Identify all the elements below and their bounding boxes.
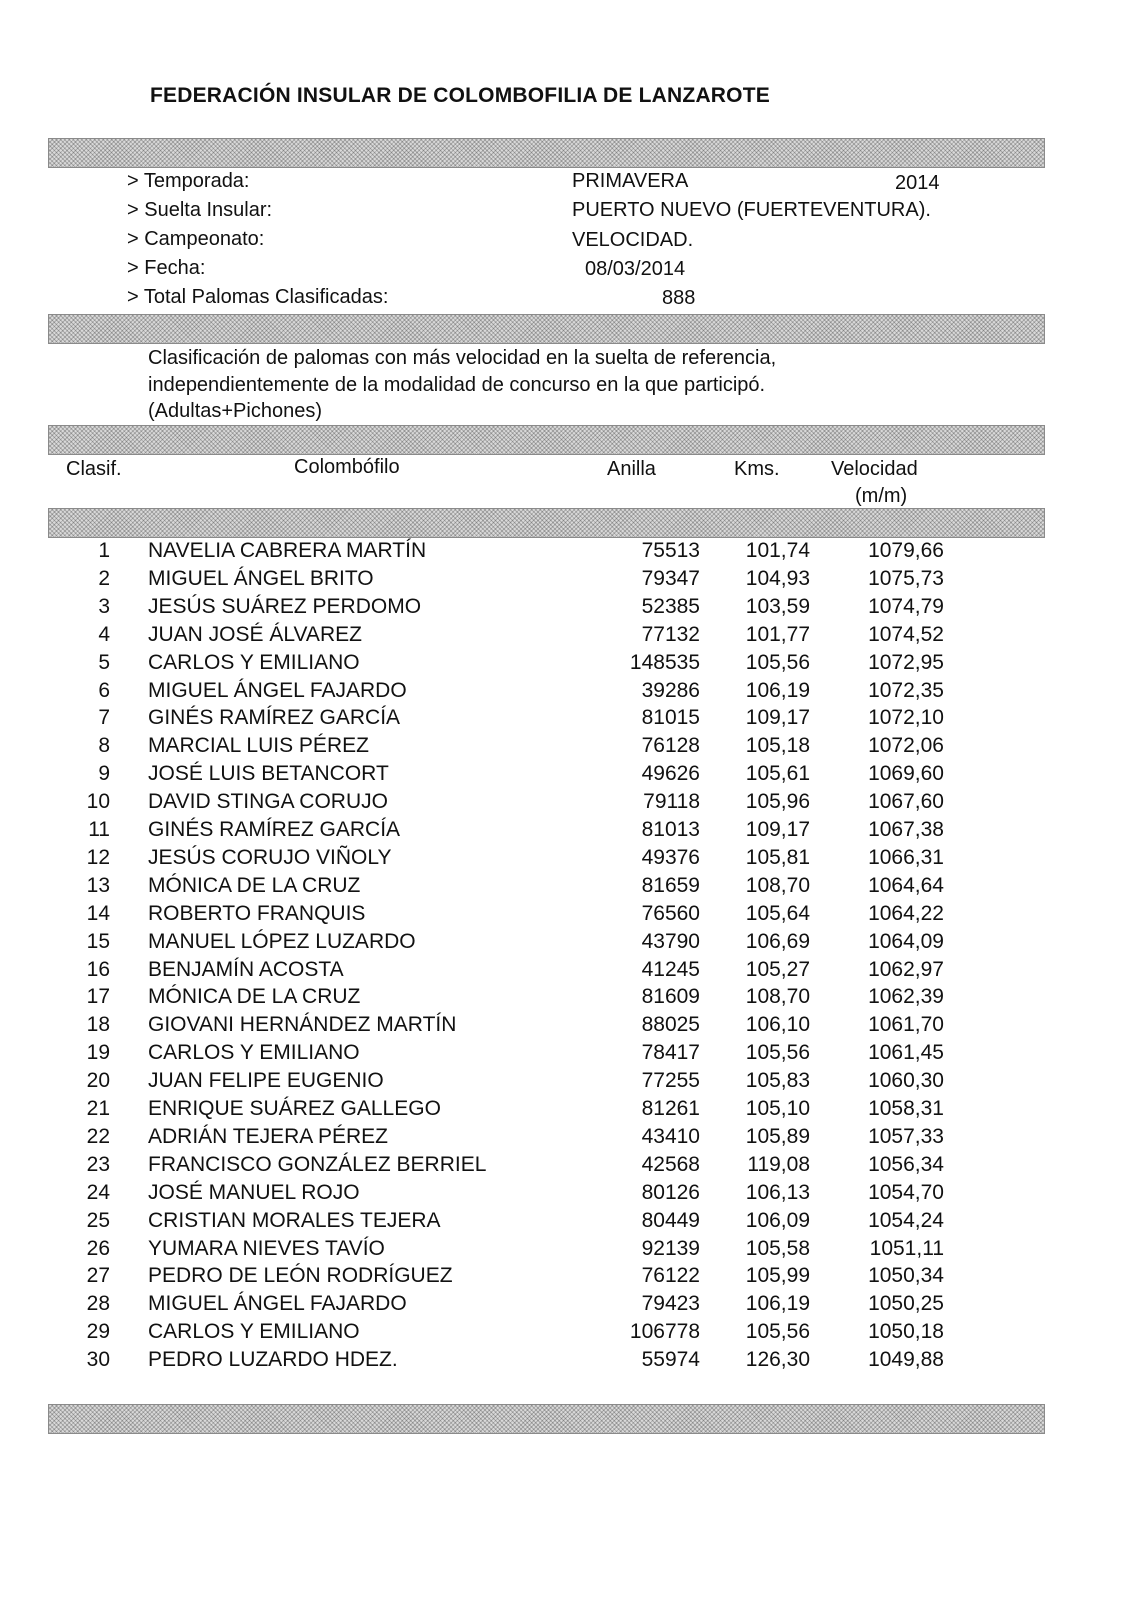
- ring-number-cell: 43410: [641, 1124, 700, 1148]
- distance-km-cell: 126,30: [745, 1348, 810, 1372]
- table-row: [0, 1237, 1131, 1265]
- speed-cell: 1064,22: [868, 901, 944, 925]
- description-line-1: Clasificación de palomas con más velocidad en la suelta de referencia,: [148, 347, 777, 369]
- speed-cell: 1062,39: [868, 985, 944, 1009]
- fancier-name-cell: NAVELIA CABRERA MARTÍN: [148, 539, 427, 562]
- distance-km-cell: 105,56: [745, 1041, 810, 1065]
- total-label: > Total Palomas Clasificadas:: [127, 286, 389, 308]
- table-row: [0, 1013, 1131, 1041]
- season-value: PRIMAVERA: [572, 170, 689, 192]
- distance-km-cell: 106,13: [745, 1180, 810, 1204]
- distance-km-cell: 106,19: [745, 1292, 810, 1316]
- ring-number-cell: 81015: [641, 706, 700, 730]
- speed-cell: 1050,25: [868, 1292, 944, 1316]
- table-row: [0, 651, 1131, 679]
- rank-cell: 11: [88, 818, 110, 841]
- ring-number-cell: 81013: [641, 818, 700, 841]
- fancier-name-cell: MIGUEL ÁNGEL FAJARDO: [148, 1292, 407, 1316]
- ring-number-cell: 81659: [641, 873, 700, 897]
- ring-number-cell: 76560: [641, 901, 700, 925]
- rank-cell: 9: [98, 762, 110, 786]
- column-header-anilla: Anilla: [607, 458, 656, 480]
- release-label: > Suelta Insular:: [127, 199, 273, 221]
- table-row: [0, 567, 1131, 595]
- rank-cell: 6: [98, 678, 110, 702]
- fancier-name-cell: GINÉS RAMÍREZ GARCÍA: [148, 706, 401, 730]
- fancier-name-cell: ROBERTO FRANQUIS: [148, 901, 366, 925]
- table-row: [0, 706, 1131, 734]
- table-row: [0, 762, 1131, 790]
- distance-km-cell: 105,58: [745, 1236, 810, 1260]
- table-row: [0, 1209, 1131, 1237]
- rank-cell: 13: [86, 873, 110, 897]
- speed-cell: 1079,66: [868, 539, 944, 562]
- speed-cell: 1072,95: [868, 650, 944, 674]
- speed-cell: 1064,64: [868, 873, 944, 897]
- speed-cell: 1062,97: [868, 957, 944, 981]
- distance-km-cell: 105,18: [745, 734, 810, 758]
- ring-number-cell: 92139: [641, 1236, 700, 1260]
- fancier-name-cell: CARLOS Y EMILIANO: [148, 1041, 360, 1065]
- ring-number-cell: 76122: [641, 1264, 700, 1288]
- rank-cell: 18: [86, 1013, 110, 1037]
- ring-number-cell: 88025: [641, 1013, 700, 1037]
- fancier-name-cell: BENJAMÍN ACOSTA: [148, 957, 344, 981]
- ring-number-cell: 52385: [641, 594, 700, 618]
- speed-cell: 1067,38: [868, 818, 944, 841]
- ring-number-cell: 42568: [641, 1152, 700, 1176]
- season-year: 2014: [895, 172, 940, 194]
- speed-cell: 1072,10: [868, 706, 944, 730]
- distance-km-cell: 105,56: [745, 1320, 810, 1344]
- table-row: [0, 595, 1131, 623]
- ring-number-cell: 79118: [643, 790, 700, 814]
- fancier-name-cell: JESÚS CORUJO VIÑOLY: [148, 845, 392, 869]
- distance-km-cell: 105,56: [745, 650, 810, 674]
- table-row: [0, 623, 1131, 651]
- ring-number-cell: 76128: [641, 734, 700, 758]
- rank-cell: 25: [86, 1208, 110, 1232]
- distance-km-cell: 105,89: [745, 1124, 810, 1148]
- table-row: [0, 1320, 1131, 1348]
- distance-km-cell: 105,64: [745, 901, 810, 925]
- footer-separator-band: [48, 1404, 1045, 1434]
- fancier-name-cell: MANUEL LÓPEZ LUZARDO: [148, 929, 416, 953]
- championship-label: > Campeonato:: [127, 228, 265, 250]
- distance-km-cell: 105,10: [745, 1097, 810, 1120]
- speed-cell: 1067,60: [868, 790, 944, 814]
- distance-km-cell: 106,19: [745, 678, 810, 702]
- fancier-name-cell: MIGUEL ÁNGEL FAJARDO: [148, 678, 407, 702]
- distance-km-cell: 101,77: [745, 622, 810, 646]
- table-row: [0, 1264, 1131, 1292]
- speed-cell: 1074,52: [868, 622, 944, 646]
- ring-number-cell: 81261: [641, 1097, 700, 1120]
- description-line-2: independientemente de la modalidad de concurso en la que participó.: [148, 374, 766, 396]
- distance-km-cell: 108,70: [745, 873, 810, 897]
- ring-number-cell: 80126: [641, 1180, 700, 1204]
- column-header-clasif: Clasif.: [66, 458, 122, 480]
- rank-cell: 23: [86, 1152, 110, 1176]
- speed-cell: 1066,31: [868, 845, 944, 869]
- table-row: [0, 902, 1131, 930]
- rank-cell: 21: [86, 1097, 110, 1120]
- rank-cell: 26: [86, 1236, 110, 1260]
- fancier-name-cell: ENRIQUE SUÁREZ GALLEGO: [148, 1097, 441, 1120]
- table-row: [0, 1181, 1131, 1209]
- rank-cell: 8: [98, 734, 110, 758]
- rank-cell: 4: [98, 622, 110, 646]
- speed-cell: 1050,18: [868, 1320, 944, 1344]
- date-label: > Fecha:: [127, 257, 206, 279]
- table-row: [0, 1125, 1131, 1153]
- fancier-name-cell: JUAN JOSÉ ÁLVAREZ: [148, 622, 362, 646]
- speed-cell: 1072,06: [868, 734, 944, 758]
- ring-number-cell: 81609: [641, 985, 700, 1009]
- ring-number-cell: 39286: [641, 678, 700, 702]
- fancier-name-cell: ADRIÁN TEJERA PÉREZ: [148, 1124, 389, 1148]
- header-separator-band: [48, 138, 1045, 168]
- ring-number-cell: 77132: [641, 622, 700, 646]
- table-row: [0, 1041, 1131, 1069]
- speed-cell: 1072,35: [868, 678, 944, 702]
- distance-km-cell: 105,61: [745, 762, 810, 786]
- table-row: [0, 985, 1131, 1013]
- distance-km-cell: 106,09: [745, 1208, 810, 1232]
- rank-cell: 24: [86, 1180, 110, 1204]
- ring-number-cell: 79347: [641, 566, 700, 590]
- table-row: [0, 818, 1131, 846]
- table-row: [0, 790, 1131, 818]
- fancier-name-cell: JOSÉ MANUEL ROJO: [148, 1180, 360, 1204]
- ring-number-cell: 77255: [641, 1069, 700, 1093]
- distance-km-cell: 106,69: [745, 929, 810, 953]
- rank-cell: 15: [86, 929, 110, 953]
- total-value: 888: [662, 287, 696, 309]
- ring-number-cell: 55974: [641, 1348, 700, 1372]
- rank-cell: 27: [86, 1264, 110, 1288]
- speed-cell: 1074,79: [868, 594, 944, 618]
- rank-cell: 12: [86, 845, 110, 869]
- fancier-name-cell: CRISTIAN MORALES TEJERA: [148, 1208, 441, 1232]
- fancier-name-cell: MIGUEL ÁNGEL BRITO: [148, 566, 374, 590]
- ring-number-cell: 79423: [641, 1292, 700, 1316]
- fancier-name-cell: MÓNICA DE LA CRUZ: [148, 985, 361, 1009]
- fancier-name-cell: JESÚS SUÁREZ PERDOMO: [148, 594, 422, 618]
- table-row: [0, 1292, 1131, 1320]
- speed-cell: 1049,88: [868, 1348, 944, 1372]
- rank-cell: 20: [86, 1069, 110, 1093]
- table-row: [0, 539, 1131, 567]
- distance-km-cell: 105,83: [745, 1069, 810, 1093]
- table-row: [0, 1348, 1131, 1376]
- ring-number-cell: 43790: [641, 929, 700, 953]
- speed-cell: 1051,11: [869, 1236, 944, 1260]
- speed-cell: 1050,34: [868, 1264, 944, 1288]
- fancier-name-cell: MARCIAL LUIS PÉREZ: [148, 734, 369, 758]
- speed-cell: 1069,60: [868, 762, 944, 786]
- fancier-name-cell: PEDRO LUZARDO HDEZ.: [148, 1348, 398, 1372]
- date-value: 08/03/2014: [585, 258, 686, 280]
- speed-cell: 1057,33: [868, 1124, 944, 1148]
- release-value: PUERTO NUEVO (FUERTEVENTURA).: [572, 199, 931, 221]
- rank-cell: 3: [98, 594, 110, 618]
- season-label: > Temporada:: [127, 170, 250, 192]
- table-row: [0, 1153, 1131, 1181]
- rank-cell: 28: [86, 1292, 110, 1316]
- ring-number-cell: 49376: [641, 845, 700, 869]
- rank-cell: 19: [86, 1041, 110, 1065]
- table-row: [0, 734, 1131, 762]
- rank-cell: 30: [86, 1348, 110, 1372]
- rank-cell: 1: [98, 539, 110, 562]
- column-header-velocidad: Velocidad: [831, 458, 918, 480]
- fancier-name-cell: JUAN FELIPE EUGENIO: [148, 1069, 384, 1093]
- rank-cell: 10: [86, 790, 110, 814]
- distance-km-cell: 105,27: [745, 957, 810, 981]
- table-row: [0, 930, 1131, 958]
- fancier-name-cell: GINÉS RAMÍREZ GARCÍA: [148, 818, 401, 841]
- speed-cell: 1075,73: [868, 566, 944, 590]
- ring-number-cell: 75513: [641, 539, 700, 562]
- speed-cell: 1061,70: [868, 1013, 944, 1037]
- distance-km-cell: 105,96: [745, 790, 810, 814]
- table-row: [0, 679, 1131, 707]
- table-row: [0, 874, 1131, 902]
- fancier-name-cell: YUMARA NIEVES TAVÍO: [148, 1236, 385, 1260]
- column-header-velocidad-unit: (m/m): [855, 485, 908, 507]
- info-separator-band: [48, 314, 1045, 344]
- ring-number-cell: 41245: [641, 957, 700, 981]
- rank-cell: 2: [98, 566, 110, 590]
- ring-number-cell: 106778: [629, 1320, 700, 1344]
- rank-cell: 29: [86, 1320, 110, 1344]
- fancier-name-cell: MÓNICA DE LA CRUZ: [148, 873, 361, 897]
- distance-km-cell: 103,59: [745, 594, 810, 618]
- championship-value: VELOCIDAD.: [572, 229, 694, 251]
- table-row: [0, 846, 1131, 874]
- fancier-name-cell: CARLOS Y EMILIANO: [148, 650, 360, 674]
- ring-number-cell: 78417: [641, 1041, 700, 1065]
- fancier-name-cell: DAVID STINGA CORUJO: [148, 790, 388, 814]
- distance-km-cell: 109,17: [745, 818, 810, 841]
- rank-cell: 7: [98, 706, 110, 730]
- fancier-name-cell: JOSÉ LUIS BETANCORT: [148, 762, 389, 786]
- fancier-name-cell: FRANCISCO GONZÁLEZ BERRIEL: [148, 1152, 487, 1176]
- fancier-name-cell: CARLOS Y EMILIANO: [148, 1320, 360, 1344]
- distance-km-cell: 108,70: [745, 985, 810, 1009]
- speed-cell: 1064,09: [868, 929, 944, 953]
- speed-cell: 1060,30: [868, 1069, 944, 1093]
- table-row: [0, 1069, 1131, 1097]
- rank-cell: 22: [86, 1124, 110, 1148]
- ring-number-cell: 80449: [641, 1208, 700, 1232]
- table-row: [0, 958, 1131, 986]
- description-line-3: (Adultas+Pichones): [148, 400, 322, 422]
- column-header-colombofilo: Colombófilo: [294, 456, 400, 478]
- distance-km-cell: 105,81: [745, 845, 810, 869]
- table-row: [0, 1097, 1131, 1125]
- description-separator-band: [48, 425, 1045, 455]
- distance-km-cell: 105,99: [745, 1264, 810, 1288]
- fancier-name-cell: GIOVANI HERNÁNDEZ MARTÍN: [148, 1013, 457, 1037]
- column-header-kms: Kms.: [734, 458, 780, 480]
- rank-cell: 14: [86, 901, 110, 925]
- distance-km-cell: 101,74: [745, 539, 810, 562]
- speed-cell: 1056,34: [868, 1152, 944, 1176]
- fancier-name-cell: PEDRO DE LEÓN RODRÍGUEZ: [148, 1264, 453, 1288]
- document-title: FEDERACIÓN INSULAR DE COLOMBOFILIA DE LANZAROTE: [150, 84, 770, 107]
- rank-cell: 5: [98, 650, 110, 674]
- speed-cell: 1054,24: [868, 1208, 944, 1232]
- distance-km-cell: 119,08: [747, 1152, 810, 1176]
- rank-cell: 16: [86, 957, 110, 981]
- distance-km-cell: 104,93: [745, 566, 810, 590]
- distance-km-cell: 109,17: [745, 706, 810, 730]
- ring-number-cell: 148535: [629, 650, 700, 674]
- rank-cell: 17: [86, 985, 110, 1009]
- distance-km-cell: 106,10: [745, 1013, 810, 1037]
- speed-cell: 1054,70: [868, 1180, 944, 1204]
- speed-cell: 1061,45: [868, 1041, 944, 1065]
- table-header-separator-band: [48, 508, 1045, 538]
- speed-cell: 1058,31: [868, 1097, 944, 1120]
- ring-number-cell: 49626: [641, 762, 700, 786]
